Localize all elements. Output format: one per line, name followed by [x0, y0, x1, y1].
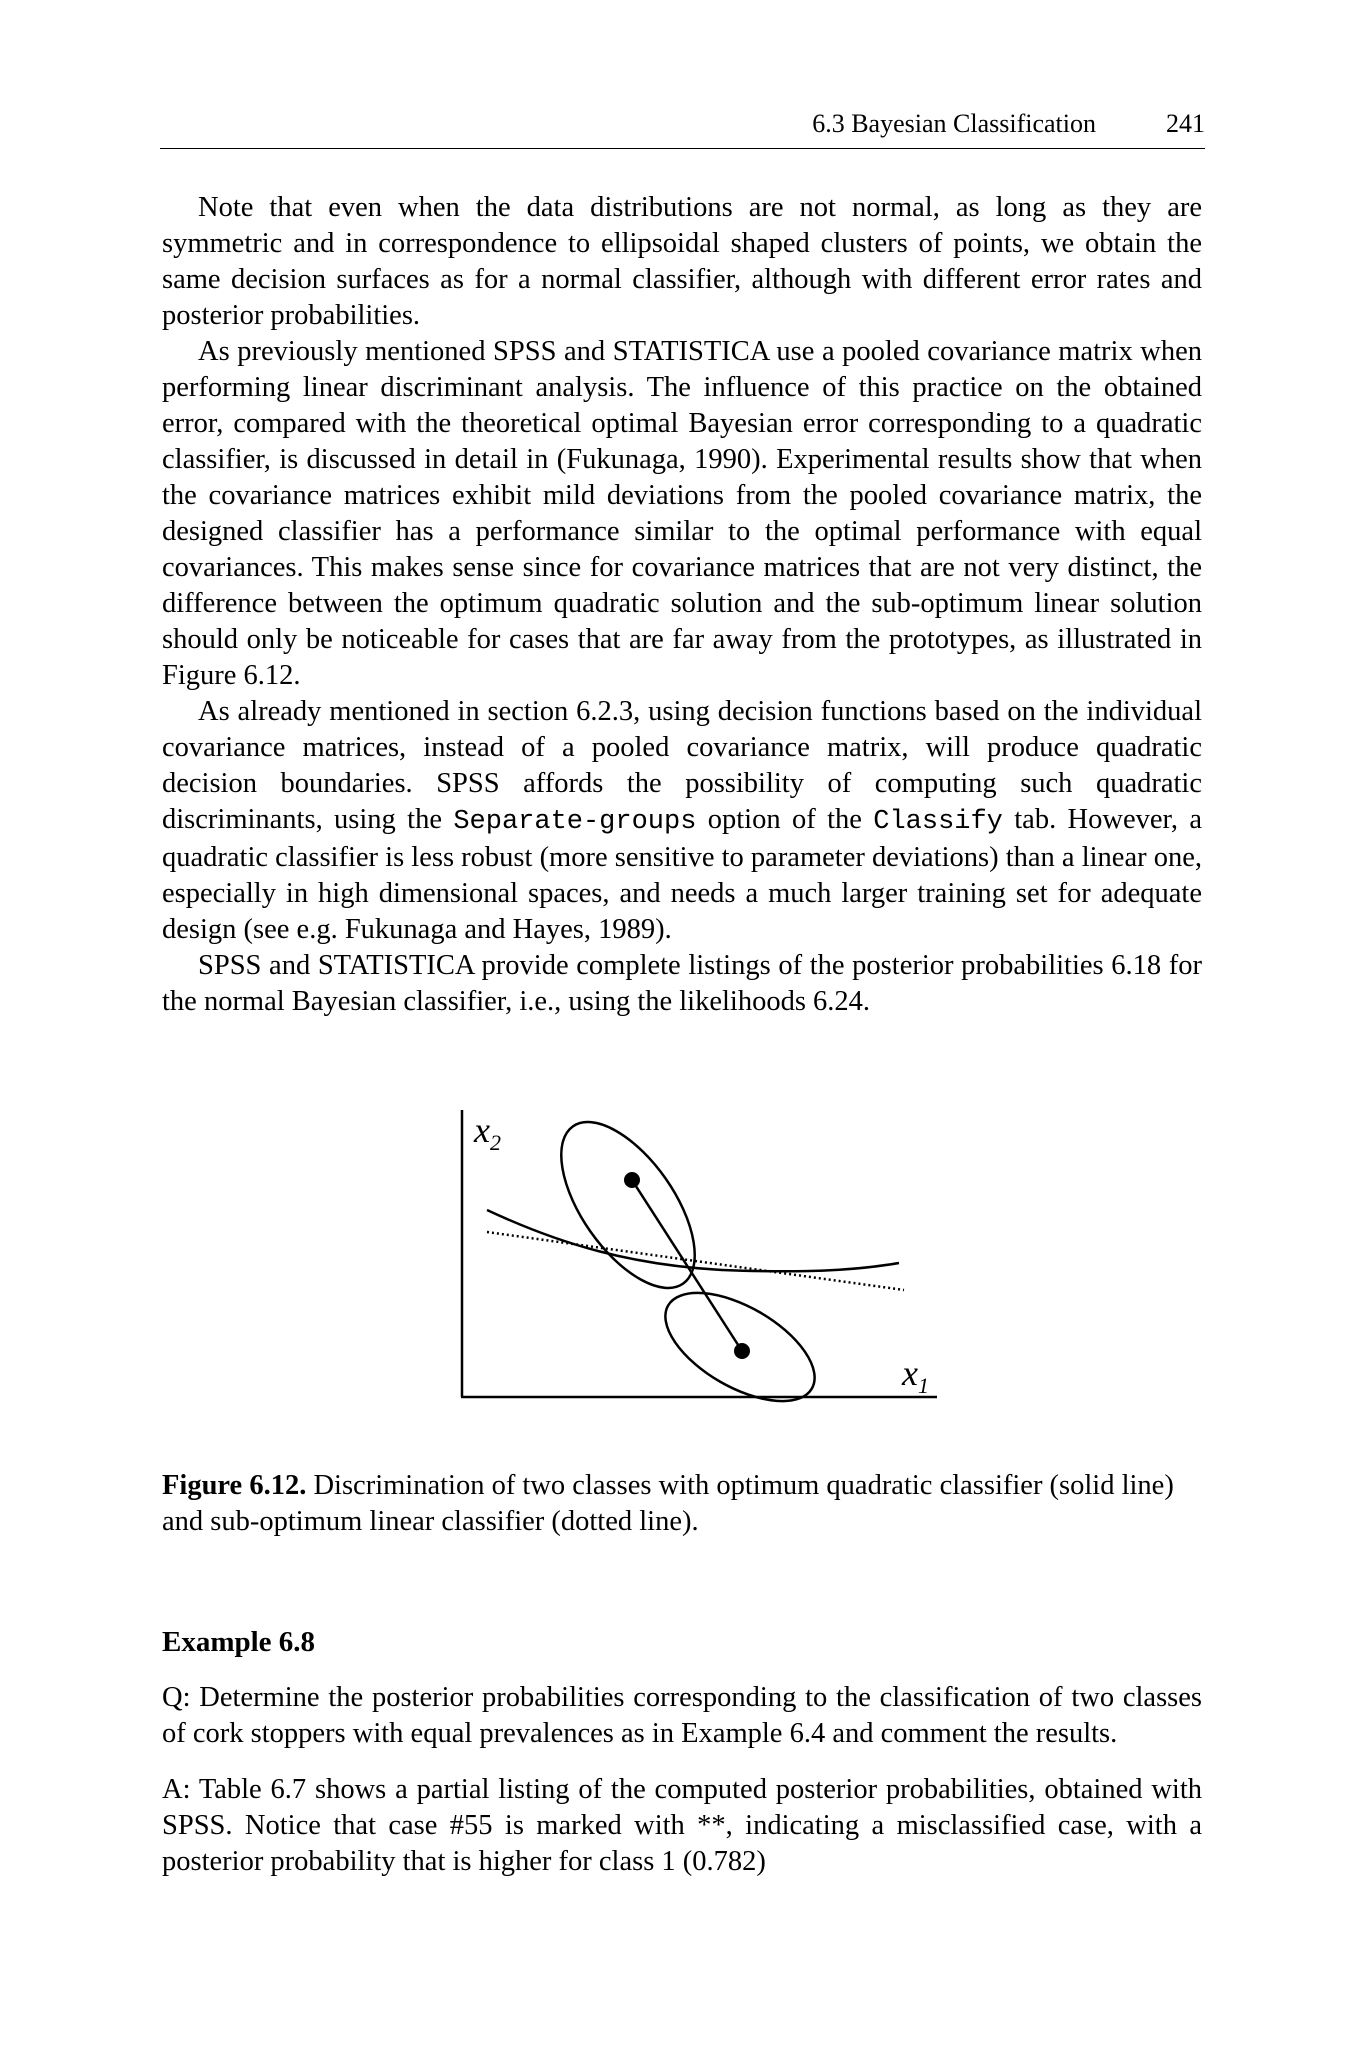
- class-1-prototype: [624, 1172, 640, 1188]
- paragraph-3-text-c: tab. However, a quadratic classifier is less robust (more sensitive to parameter deviations) than a linear one, especially in high dimensional spaces, and needs a much larger training set for adequate design (see e.g. Fukunaga and Hayes, 1989).: [162, 804, 1203, 945]
- example-answer: A: Table 6.7 shows a partial listing of the computed posterior probabilities, obtained with SPSS. Notice that case #55 is marked with **, indicating a misclassified case, with a posterior probability that is higher for class 1 (0.782): [162, 1774, 1202, 1877]
- page-body: [162, 190, 1202, 1880]
- code-separate-groups: Separate-groups: [453, 807, 697, 837]
- running-header: [160, 100, 1205, 149]
- running-title: 6.3 Bayesian Classification: [812, 109, 1096, 138]
- paragraph-4: SPSS and STATISTICA provide complete listings of the posterior probabilities 6.18 for the normal Bayesian classifier, i.e., using the likelihoods 6.24.: [162, 950, 1202, 1017]
- code-classify: Classify: [873, 807, 1003, 837]
- class-1-ellipse: [535, 1105, 720, 1310]
- figure-caption-text: Discrimination of two classes with optimum quadratic classifier (solid line) and sub-optimum linear classifier (dotted line).: [162, 1470, 1174, 1537]
- page-number: 241: [1166, 109, 1205, 138]
- paragraph-3-text-b: option of the: [696, 804, 874, 835]
- class-2-prototype: [734, 1343, 750, 1359]
- figure-caption-label: Figure 6.12.: [162, 1470, 307, 1501]
- paragraph-3: [162, 694, 1202, 948]
- x1-label: $x_1$: [902, 1353, 929, 1398]
- linear-decision-boundary: [487, 1232, 904, 1290]
- x2-label: $x_2$: [474, 1110, 501, 1155]
- paragraph-2: As previously mentioned SPSS and STATISTICA use a pooled covariance matrix when performing linear discriminant analysis. The influence of this practice on the obtained error, compared with the theoretical optimal Bayesian error corresponding to a quadratic classifier, is discussed in detail in (Fukunaga, 1990). Experimental results show that when the covariance matrices exhibit mild deviations from the pooled covariance matrix, the designed classifier has a performance similar to the optimal performance with equal covariances. This makes sense since for covariance matrices that are not very distinct, the difference between the optimum quadratic solution and the sub-optimum linear solution should only be noticeable for cases that are far away from the prototypes, as illustrated in Figure 6.12.: [162, 336, 1202, 691]
- paragraph-1: Note that even when the data distributions are not normal, as long as they are symmetric and in correspondence to ellipsoidal shaped clusters of points, we obtain the same decision surfaces as for a normal classifier, although with different error rates and posterior probabilities.: [162, 192, 1202, 331]
- paragraph-3-text-a: As already mentioned in section 6.2.3, using decision functions based on the individual covariance matrices, instead of a pooled covariance matrix, will produce quadratic decision boundaries. SPSS affords the possibility of computing such quadratic discriminants, using the: [162, 696, 1202, 835]
- figure-diagram: [162, 1105, 1202, 1435]
- figure-caption: [162, 1468, 1202, 1540]
- example-title: Example 6.8: [162, 1626, 316, 1658]
- figure-6-12: [162, 1105, 1202, 1435]
- example-question: Q: Determine the posterior probabilities corresponding to the classification of two classes of cork stoppers with equal prevalences as in Example 6.4 and comment the results.: [162, 1682, 1202, 1749]
